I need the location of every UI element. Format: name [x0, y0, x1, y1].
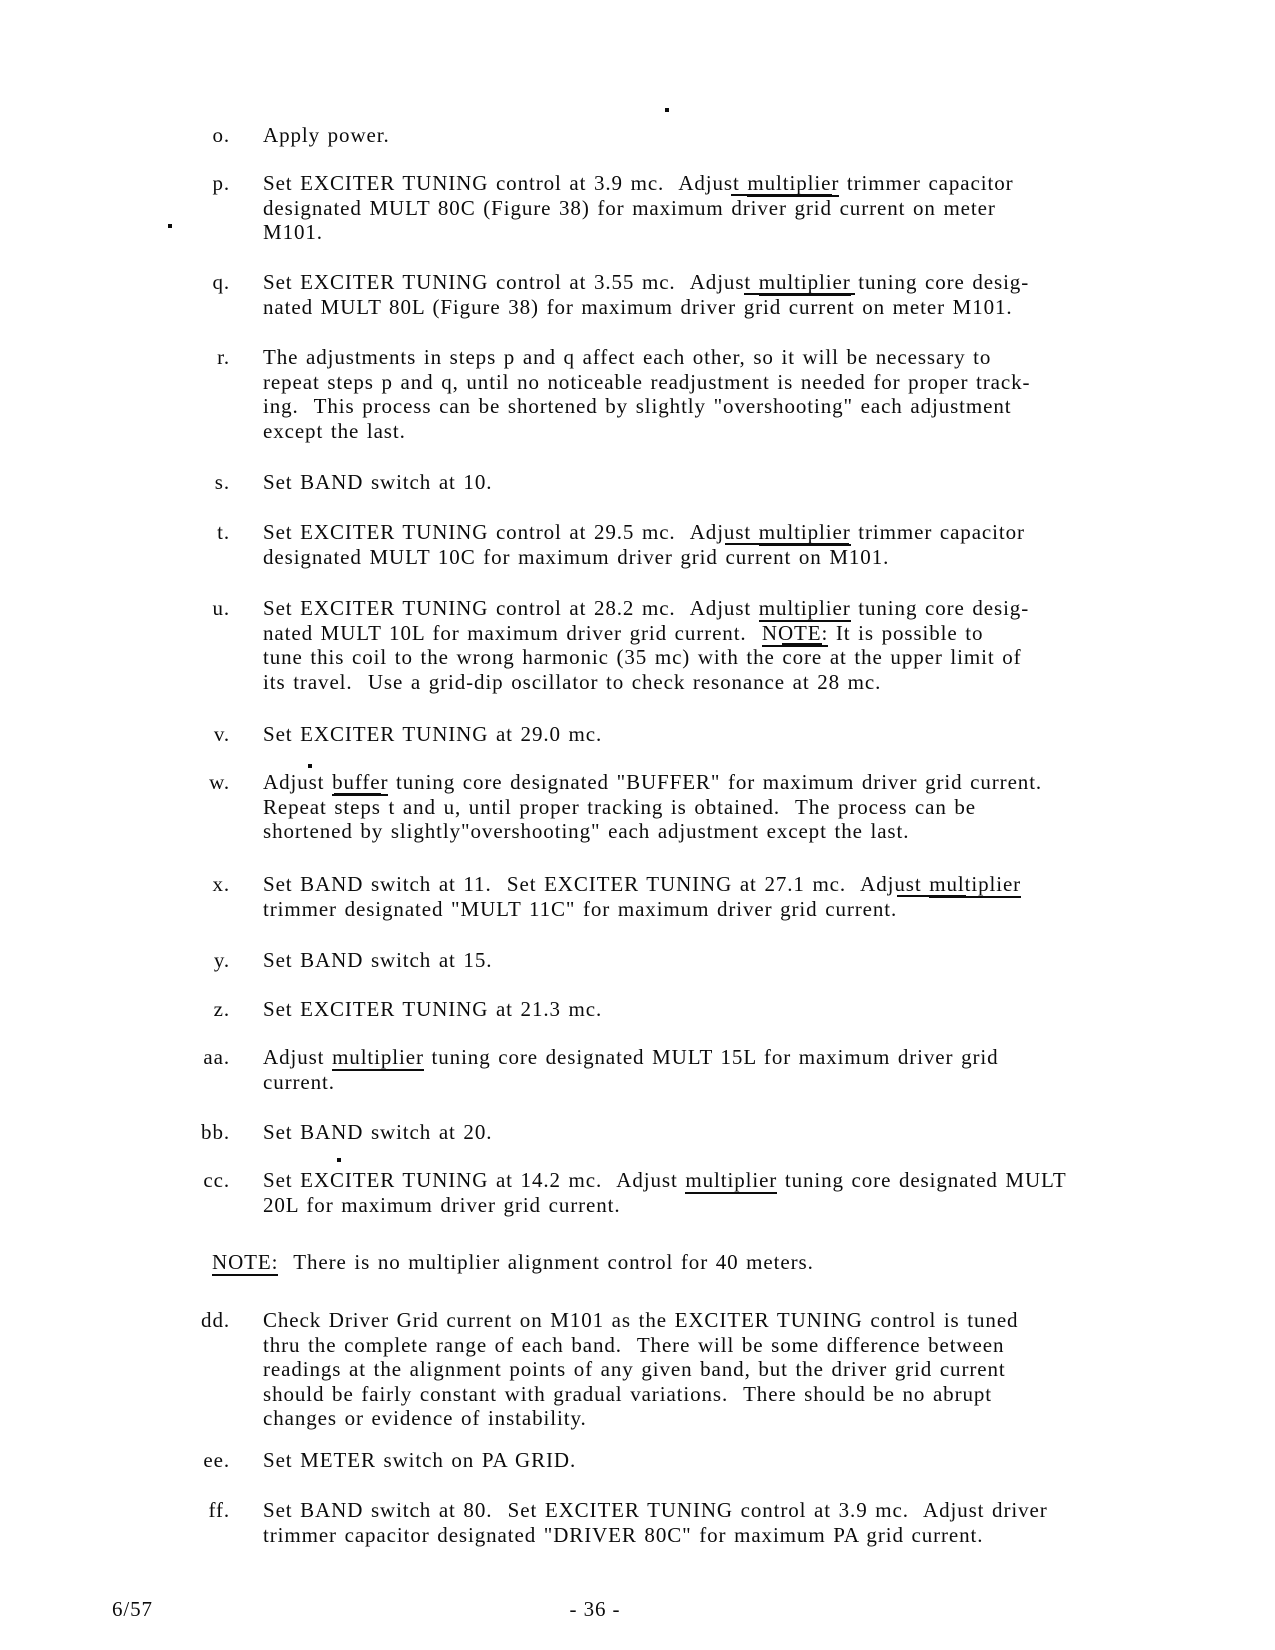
text-line	[263, 370, 1223, 395]
text-line	[263, 196, 1223, 221]
text-segment: Check Driver Grid current on M101 as the EXCITER TUNING control is tuned	[263, 1308, 1019, 1332]
step-text	[263, 596, 1223, 694]
step-label: r.	[217, 345, 230, 369]
text-line	[263, 897, 1223, 922]
text-segment: tuning core desig-	[850, 596, 1030, 620]
text-segment: tuning core designated "BUFFER" for maximum driver grid current.	[388, 770, 1043, 794]
underlined-text: multiplier	[758, 596, 851, 620]
footer-page-number: - 36 -	[569, 1597, 621, 1621]
text-line	[263, 1498, 1223, 1523]
step-label: aa.	[203, 1045, 230, 1069]
text-line	[263, 722, 1223, 747]
text-line	[263, 621, 1223, 646]
text-segment: Set METER switch on PA GRID.	[263, 1448, 577, 1472]
text-segment: Set EXCITER TUNING control at 3.55 mc. Adjust	[263, 270, 759, 294]
step-text	[212, 1250, 1172, 1275]
text-line	[263, 295, 1223, 320]
text-line	[263, 997, 1223, 1022]
text-line	[263, 645, 1223, 670]
step-text	[263, 270, 1223, 319]
text-line	[263, 270, 1223, 295]
text-segment: should be fairly constant with gradual variations. There should be no abrupt	[263, 1381, 993, 1406]
step-label: u.	[212, 596, 230, 620]
text-segment: Adjust	[263, 770, 333, 794]
text-segment: Set EXCITER TUNING control at 28.2 mc. Adjust	[263, 596, 759, 620]
scan-speck	[168, 224, 172, 228]
text-segment: The adjustments in steps p and q affect each other, so it will be necessary to	[263, 345, 992, 369]
text-line	[263, 872, 1223, 897]
text-segment: trimmer designated "MULT 11C" for maximum driver grid current.	[263, 896, 898, 921]
step-text	[263, 997, 1223, 1022]
underlined-text: multiplier	[332, 1045, 424, 1069]
text-segment: current on meter	[831, 195, 996, 220]
step-label: v.	[213, 722, 230, 746]
step-text	[263, 171, 1223, 245]
step-label: s.	[214, 470, 230, 494]
text-segment: tune this coil to the wrong harmonic (35 mc) with the	[263, 645, 783, 669]
text-line	[263, 770, 1223, 795]
step-label: x.	[212, 872, 230, 896]
scan-speck	[308, 764, 312, 768]
text-line	[263, 171, 1223, 196]
step-text	[263, 948, 1223, 973]
text-line	[263, 520, 1223, 545]
underlined-text: core	[782, 645, 823, 669]
step-label: p.	[212, 171, 230, 195]
scan-speck	[337, 1158, 341, 1162]
text-line	[263, 470, 1223, 495]
step-text	[263, 1120, 1223, 1145]
step-label: q.	[212, 270, 230, 294]
text-segment: Set EXCITER TUNING at 14.2 mc. Adjust	[263, 1168, 686, 1192]
text-segment: Repeat	[263, 794, 335, 819]
text-segment: on meter M101.	[854, 294, 1013, 319]
step-text	[263, 1308, 1223, 1431]
text-segment: except the last.	[263, 418, 406, 443]
text-segment: Set BAND switch at 10.	[263, 470, 493, 494]
text-segment: Set BAND switch at 20.	[263, 1120, 493, 1144]
text-line	[263, 1523, 1223, 1548]
step-text	[263, 1045, 1223, 1094]
text-segment: readings at the alignment points of any given band, but the driver grid current	[263, 1357, 1006, 1381]
underlined-text: buffer	[332, 770, 389, 794]
text-segment: nated MULT 10L for maximum driver grid current.	[263, 620, 762, 645]
text-segment: ing. This process can be shortened by slightly "overshooting" each adjustment	[263, 394, 1012, 418]
text-line	[263, 1308, 1223, 1333]
text-segment: shortened by slightly"overshooting" each adjustment except the last.	[263, 819, 910, 843]
text-segment: thru the complete range of each band. There will be some difference between	[263, 1332, 1005, 1357]
step-text	[263, 470, 1223, 495]
text-line	[263, 220, 1223, 245]
text-line	[263, 670, 1223, 695]
step-label: ff.	[208, 1498, 230, 1522]
text-segment: designated MULT 80C (Figure 38) for maximum	[263, 195, 732, 220]
text-line	[263, 394, 1223, 419]
text-segment: trimmer capacitor	[850, 520, 1025, 544]
underlined-text: multiplier	[758, 520, 851, 544]
underlined-text: current on M	[725, 544, 849, 569]
step-text	[263, 520, 1223, 569]
step-text	[263, 722, 1223, 747]
step-label: w.	[209, 770, 230, 794]
scan-speck	[665, 108, 669, 112]
text-line	[263, 1045, 1223, 1070]
text-segment: at the upper limit of	[822, 645, 1022, 669]
footer-date: 6/57	[112, 1597, 153, 1621]
text-segment: changes or evidence of instability.	[263, 1406, 587, 1430]
text-line	[263, 819, 1223, 844]
text-segment: tuning core desig-	[850, 270, 1030, 294]
step-text	[263, 1448, 1223, 1473]
underlined-text: NOTE:	[761, 620, 829, 645]
step-label: y.	[213, 948, 230, 972]
underlined-text: grid current	[743, 294, 855, 319]
step-label: z.	[213, 997, 230, 1021]
text-segment: There is no multiplier alignment control for 40 meters.	[278, 1250, 814, 1274]
text-segment: Set BAND switch at 11. Set EXCITER TUNING at 27.1 mc. Adjust	[263, 872, 930, 896]
text-segment: t and u, until proper tracking is obtained. The process can be	[380, 794, 977, 819]
text-line	[263, 1382, 1223, 1407]
step-label: dd.	[201, 1308, 230, 1332]
text-segment: Adjust	[263, 1045, 333, 1069]
text-segment: Apply power.	[263, 123, 390, 147]
text-segment: Set EXCITER TUNING at 21.3 mc.	[263, 997, 603, 1021]
step-label: o.	[212, 123, 230, 147]
text-segment: tuning core designated MULT	[777, 1168, 1067, 1192]
step-text	[263, 345, 1223, 443]
underlined-text: steps	[334, 794, 381, 819]
text-line	[263, 948, 1223, 973]
text-segment: It is possible to	[828, 620, 984, 645]
text-segment: current.	[263, 1069, 335, 1094]
text-line	[263, 1357, 1223, 1382]
underlined-text: multiplier	[929, 872, 1022, 896]
text-segment: trimmer capacitor	[839, 171, 1014, 195]
text-line	[263, 545, 1223, 570]
text-line	[263, 419, 1223, 444]
text-line	[263, 1448, 1223, 1473]
text-segment: tuning core designated MULT 15L for maximum driver grid	[423, 1045, 999, 1069]
underlined-text: multiplier	[747, 171, 840, 195]
text-segment: Set EXCITER TUNING control at 3.9 mc. Adjust	[263, 171, 748, 195]
underlined-text: multiplier	[685, 1168, 778, 1192]
text-segment: Set EXCITER TUNING control at 29.5 mc. Adjust	[263, 520, 759, 544]
step-text	[263, 770, 1223, 844]
text-segment: trimmer capacitor designated "DRIVER 80C" for maximum PA grid current.	[263, 1522, 984, 1547]
text-segment: 20L for maximum driver grid current.	[263, 1192, 621, 1217]
step-text	[263, 1498, 1223, 1547]
step-label: cc.	[203, 1168, 230, 1192]
text-line	[263, 123, 1223, 148]
text-segment: designated MULT 10C for maximum driver grid	[263, 544, 726, 569]
text-segment: 101.	[848, 544, 890, 569]
text-segment: repeat steps p and q, until no noticeable readjustment is needed for proper track-	[263, 369, 1031, 394]
text-line	[263, 1120, 1223, 1145]
underlined-text: NOTE:	[212, 1250, 279, 1274]
text-segment: its travel. Use a grid-dip oscillator to check resonance at 28 mc.	[263, 669, 882, 694]
text-segment: M101.	[263, 220, 323, 244]
step-text	[263, 123, 1223, 148]
text-line	[263, 1406, 1223, 1431]
text-segment: Set EXCITER TUNING at 29.0 mc.	[263, 722, 603, 746]
step-label: bb.	[201, 1120, 230, 1144]
text-line	[212, 1250, 1172, 1275]
step-text	[263, 872, 1223, 921]
text-segment: Set BAND switch at 80. Set EXCITER TUNING control at 3.9 mc. Adjust driver	[263, 1498, 1048, 1522]
step-text	[263, 1168, 1223, 1217]
text-line	[263, 345, 1223, 370]
text-line	[263, 1070, 1223, 1095]
underlined-text: multiplier	[758, 270, 851, 294]
text-line	[263, 1333, 1223, 1358]
step-label: t.	[217, 520, 230, 544]
text-line	[263, 1193, 1223, 1218]
text-line	[263, 1168, 1223, 1193]
underlined-text: driver grid	[731, 195, 832, 220]
text-line	[263, 596, 1223, 621]
text-line	[263, 795, 1223, 820]
text-segment: Set BAND switch at 15.	[263, 948, 493, 972]
underlined-text	[897, 895, 966, 921]
step-label: ee.	[203, 1448, 230, 1472]
text-segment: nated MULT 80L (Figure 38) for maximum driver	[263, 294, 744, 319]
